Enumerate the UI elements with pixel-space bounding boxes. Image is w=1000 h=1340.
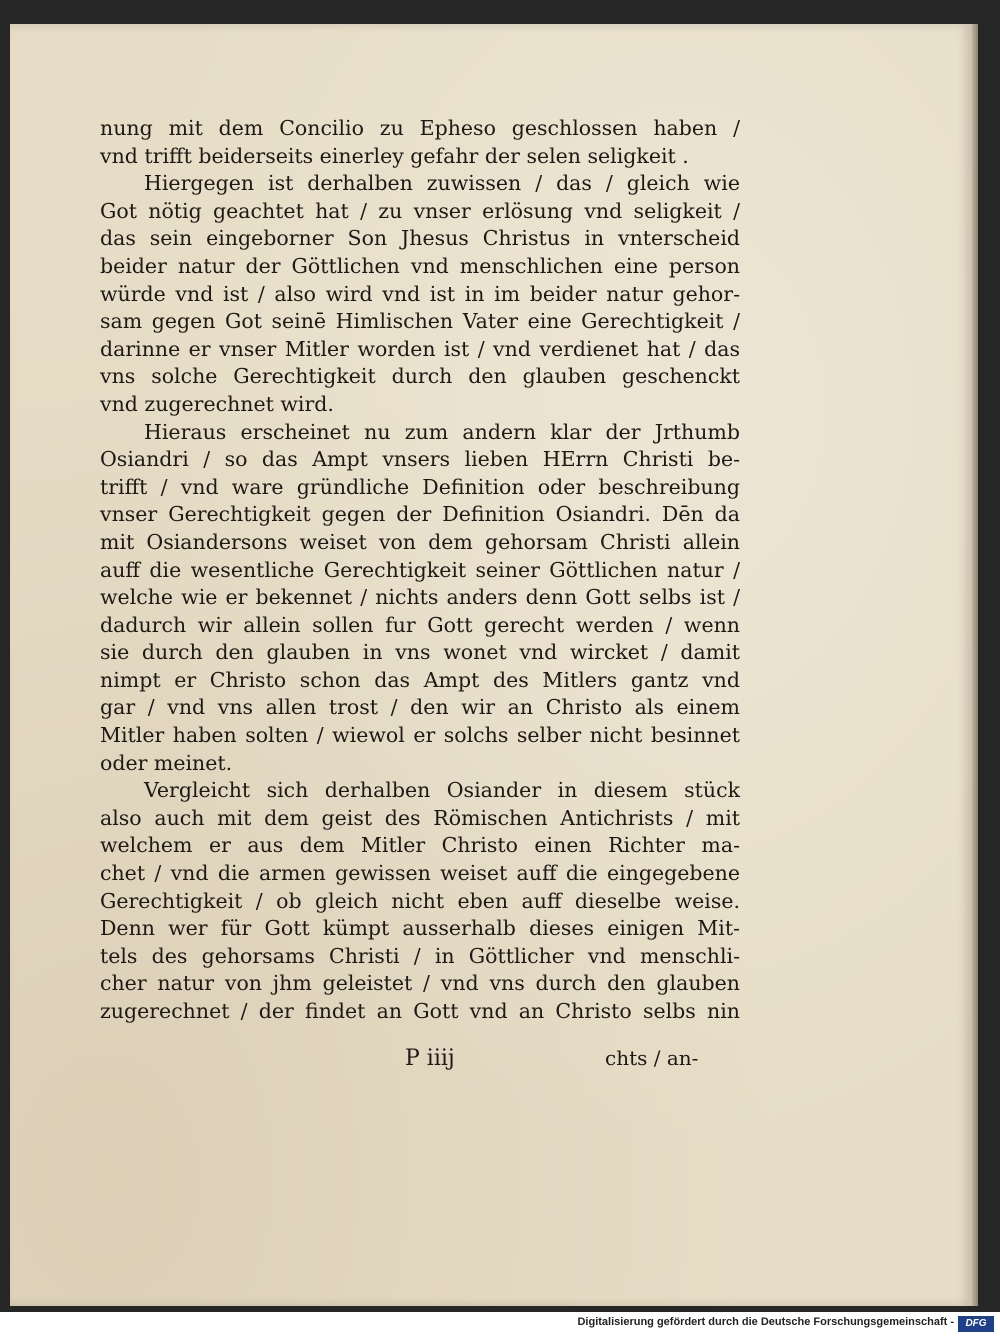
text-line: sam gegen Got seinē Himlischen Vater eine Gerechtigkeit /: [100, 309, 740, 334]
text-line: zugerechnet / der findet an Gott vnd an Christo selbs nin: [100, 999, 740, 1023]
text-line: tels des gehorsams Christi / in Göttlicher vnd menschli-: [100, 943, 740, 968]
text-line: vnd zugerechnet wird.: [100, 391, 334, 416]
text-line: cher natur von jhm geleistet / vnd vns durch den glauben: [100, 971, 740, 996]
text-line: trifft / vnd ware gründliche Definition oder beschreibung: [100, 474, 740, 499]
text-line: beider natur der Göttlichen vnd menschlichen eine person: [100, 253, 740, 278]
catchword: chts / an-: [605, 1046, 699, 1070]
text-line: auff die wesentliche Gerechtigkeit seiner Göttlichen natur /: [100, 557, 740, 582]
text-line: Hiergegen ist derhalben zuwissen / das / gleich wie: [144, 171, 740, 196]
text-line: Osiandri / so das Ampt vnsers lieben HErrn Christi be-: [100, 447, 740, 472]
text-line: nung mit dem Concilio zu Epheso geschlossen haben /: [100, 116, 740, 140]
text-line: vns solche Gerechtigkeit durch den glauben geschenckt: [100, 364, 740, 389]
page-edge: [972, 24, 978, 1306]
text-line: Gerechtigkeit / ob gleich nicht eben auff dieselbe weise.: [100, 888, 740, 913]
text-line: also auch mit dem geist des Römischen Antichrists / mit: [100, 805, 740, 830]
text-line: welche wie er bekennet / nichts anders denn Gott selbs ist /: [100, 585, 740, 610]
text-line: nimpt er Christo schon das Ampt des Mitlers gantz vnd: [100, 667, 740, 692]
text-line: dadurch wir allein sollen fur Gott gerecht werden / wenn: [100, 612, 740, 637]
signature-mark: P iiij: [405, 1046, 455, 1071]
text-line: Hieraus erscheinet nu zum andern klar der Jrthumb: [144, 419, 740, 444]
text-line: welchem er aus dem Mitler Christo einen Richter ma-: [100, 833, 740, 858]
text-line: Got nötig geachtet hat / zu vnser erlösung vnd seligkeit /: [100, 198, 740, 223]
text-line: Denn wer für Gott kümpt ausserhalb dieses einigen Mit-: [100, 916, 740, 941]
dfg-logo-icon: DFG: [958, 1316, 994, 1332]
text-line: chet / vnd die armen gewissen weiset auff die eingegebene: [100, 861, 740, 886]
text-line: vnd trifft beiderseits einerley gefahr der selen seligkeit .: [100, 143, 689, 168]
text-line: würde vnd ist / also wird vnd ist in im beider natur gehor-: [100, 281, 740, 306]
text-line: vnser Gerechtigkeit gegen der Definition Osiandri. Dēn da: [100, 502, 740, 527]
text-line: Mitler haben solten / wiewol er solchs selber nicht besinnet: [100, 723, 740, 748]
text-line: mit Osiandersons weiset von dem gehorsam Christi allein: [100, 529, 740, 554]
text-line: oder meinet.: [100, 750, 233, 775]
body-text: [100, 115, 740, 1026]
text-line: Vergleicht sich derhalben Osiander in diesem stück: [144, 778, 740, 803]
digitization-credit: Digitalisierung gefördert durch die Deutsche Forschungsgemeinschaft -: [577, 1316, 954, 1328]
text-line: gar / vnd vns allen trost / den wir an Christo als einem: [100, 695, 740, 720]
text-line: das sein eingeborner Son Jhesus Christus in vnterscheid: [100, 226, 740, 251]
text-line: darinne er vnser Mitler worden ist / vnd verdienet hat / das: [100, 336, 740, 361]
page-footer: [100, 1046, 740, 1076]
text-line: sie durch den glauben in vns wonet vnd wircket / damit: [100, 640, 740, 665]
